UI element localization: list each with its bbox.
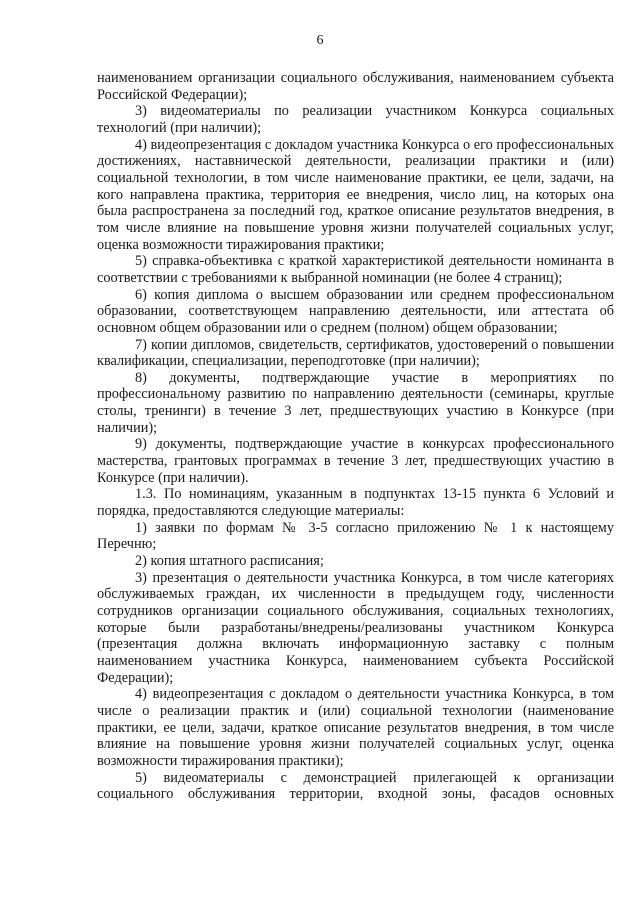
list-item-3-video-materials: 3) видеоматериалы по реализации участником Конкурса социальных технологий (при наличии);	[97, 103, 614, 136]
section-1-3-heading: 1.3. По номинациям, указанным в подпунктах 13-15 пункта 6 Условий и порядка, предоставляются следующие материалы:	[97, 486, 614, 520]
paragraph-continuation: наименованием организации социального обслуживания, наименованием субъекта Российской Федерации);	[97, 70, 614, 103]
list-item-7-certificates: 7) копии дипломов, свидетельств, сертификатов, удостоверений о повышении квалификации, специализации, переподготовке (при наличии);	[97, 336, 614, 370]
list-item-6-diploma-copy: 6) копия диплома о высшем образовании или среднем профессиональном образовании, соответствующем направлению деятельности, или аттестата об основном общем образовании или о среднем (полном) общем образовании;	[97, 286, 614, 336]
list-item-4-video-presentation: 4) видеопрезентация с докладом о деятельности участника Конкурса, в том числе о реализации практик и (или) социальной технологии (наименование практики, ее цели, задачи, краткое описание результатов внедрения, в том числе влияние на повышение уровня жизни получателей социальных услуг, оценка возможности тиражирования практики);	[97, 686, 614, 769]
document-body	[97, 70, 614, 803]
list-item-2-staff-schedule: 2) копия штатного расписания;	[135, 553, 324, 570]
list-item-9-contest-docs: 9) документы, подтверждающие участие в конкурсах профессионального мастерства, грантовых программах в течение 3 лет, предшествующих участию в Конкурсе (при наличии).	[97, 436, 614, 486]
list-item-5-reference: 5) справка-объективка с краткой характеристикой деятельности номинанта в соответствии с требованиями к выбранной номинации (не более 4 страниц);	[97, 253, 614, 286]
list-item-3-presentation: 3) презентация о деятельности участника Конкурса, в том числе категориях обслуживаемых граждан, их численности в предыдущем году, численности сотрудников организации социального обслуживания, социальных технологиях, которые были разработаны/внедрены/реализованы участником Конкурса (презентация должна включать информационную заставку с полным наименованием участника Конкурса, наименованием субъекта Российской Федерации);	[97, 569, 614, 686]
list-item-8-participation-docs: 8) документы, подтверждающие участие в мероприятиях по профессиональному развитию по направлению деятельности (семинары, круглые столы, тренинги) в течение 3 лет, предшествующих участию в Конкурсе (при наличии);	[97, 369, 614, 436]
list-item-1-applications: 1) заявки по формам № 3-5 согласно приложению № 1 к настоящему Перечню;	[97, 519, 614, 553]
list-item-5-video-materials: 5) видеоматериалы с демонстрацией прилегающей к организации социального обслуживания территории, входной зоны, фасадов основных	[97, 769, 614, 803]
list-item-4-video-presentation: 4) видеопрезентация с докладом участника Конкурса о его профессиональных достижениях, наставнической деятельности, реализации практики и (или) социальной технологии, в том числе наименование практики, ее цели, задачи, на кого направлена практика, территория ее внедрения, число лиц, на которых она была распространена за последний год, краткое описание результатов внедрения, в том числе влияние на повышение уровня жизни получателей социальных услуг, оценка возможности тиражирования практики;	[97, 136, 614, 253]
page-number: 6	[316, 33, 324, 48]
